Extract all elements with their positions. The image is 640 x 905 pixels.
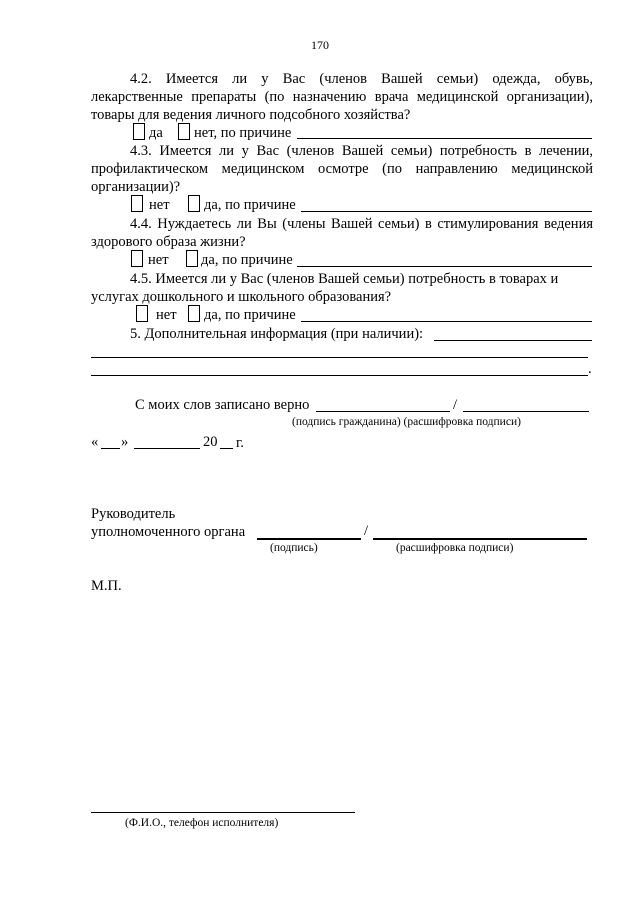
head-signature-line[interactable] xyxy=(257,538,361,540)
q4-2-option-no: нет, по причине xyxy=(194,125,292,141)
q4-4-checkbox-no[interactable] xyxy=(131,250,143,267)
q4-3-line1: 4.3. Имеется ли у Вас (членов Вашей семьи) потребность в лечении, xyxy=(130,143,593,159)
date-year-prefix: 20 xyxy=(203,434,218,450)
date-year-suffix: г. xyxy=(236,435,244,451)
head-caption-signature: (подпись) xyxy=(270,542,318,554)
q4-5-checkbox-yes[interactable] xyxy=(188,305,200,322)
q4-4-line2: здорового образа жизни? xyxy=(91,234,246,250)
q4-4-reason-line[interactable] xyxy=(297,266,592,267)
date-year-line[interactable] xyxy=(220,448,233,449)
head-decode-line[interactable] xyxy=(373,538,587,540)
signature-slash: / xyxy=(453,397,458,413)
q4-5-line1: 4.5. Имеется ли у Вас (членов Вашей семьи) потребность в товарах и xyxy=(130,271,559,287)
q4-4-option-yes: да, по причине xyxy=(201,252,293,268)
q5-end-mark: . xyxy=(588,361,592,377)
q5-info-line3[interactable] xyxy=(91,375,588,376)
head-title-line2: уполномоченного органа xyxy=(91,524,246,540)
executor-line[interactable] xyxy=(91,812,355,813)
recorded-correctly-label: С моих слов записано верно xyxy=(135,397,310,413)
head-slash: / xyxy=(364,523,369,539)
page-number: 170 xyxy=(311,38,329,52)
executor-caption: (Ф.И.О., телефон исполнителя) xyxy=(125,817,279,829)
date-open-quote: « xyxy=(91,434,99,450)
stamp-place: М.П. xyxy=(91,578,122,594)
signature-caption: (подпись гражданина) (расшифровка подписи) xyxy=(292,416,521,428)
q4-2-checkbox-no[interactable] xyxy=(178,123,190,140)
date-day-line[interactable] xyxy=(101,448,120,449)
q4-2-checkbox-yes[interactable] xyxy=(133,123,145,140)
q4-5-option-no: нет xyxy=(156,307,177,323)
q4-5-line2: услугах дошкольного и школьного образования? xyxy=(91,289,392,305)
q4-2-reason-line[interactable] xyxy=(297,138,592,139)
q4-3-option-no: нет xyxy=(149,197,170,213)
q4-4-checkbox-yes[interactable] xyxy=(186,250,198,267)
q4-5-checkbox-no[interactable] xyxy=(136,305,148,322)
q4-3-checkbox-no[interactable] xyxy=(131,195,143,212)
q4-4-option-no: нет xyxy=(148,252,169,268)
q4-3-option-yes: да, по причине xyxy=(204,197,296,213)
q5-info-line1[interactable] xyxy=(434,340,592,341)
q4-3-line3: организации)? xyxy=(91,179,181,195)
q4-3-checkbox-yes[interactable] xyxy=(188,195,200,212)
q4-5-reason-line[interactable] xyxy=(301,321,592,322)
q5-label: 5. Дополнительная информация (при наличии): xyxy=(130,326,424,342)
head-title-line1: Руководитель xyxy=(91,506,176,522)
q4-3-reason-line[interactable] xyxy=(301,211,592,212)
q4-2-line2: лекарственные препараты (по назначению врача медицинской организации), xyxy=(91,89,593,105)
date-close-quote: » xyxy=(121,434,129,450)
q4-4-line1: 4.4. Нуждаетесь ли Вы (члены Вашей семьи) в стимулирования ведения xyxy=(130,216,593,232)
citizen-decode-line[interactable] xyxy=(463,411,589,412)
citizen-signature-line[interactable] xyxy=(316,411,450,412)
head-caption-decode: (расшифровка подписи) xyxy=(396,542,514,554)
q4-3-line2: профилактическом медицинском осмотре (по направлению медицинской xyxy=(91,161,593,177)
q4-2-line3: товары для ведения личного подсобного хозяйства? xyxy=(91,107,411,123)
q4-5-option-yes: да, по причине xyxy=(204,307,296,323)
date-month-line[interactable] xyxy=(134,448,200,449)
q4-2-line1: 4.2. Имеется ли у Вас (членов Вашей семьи) одежда, обувь, xyxy=(130,71,593,87)
q5-info-line2[interactable] xyxy=(91,357,588,358)
q4-2-option-yes: да xyxy=(149,125,163,141)
